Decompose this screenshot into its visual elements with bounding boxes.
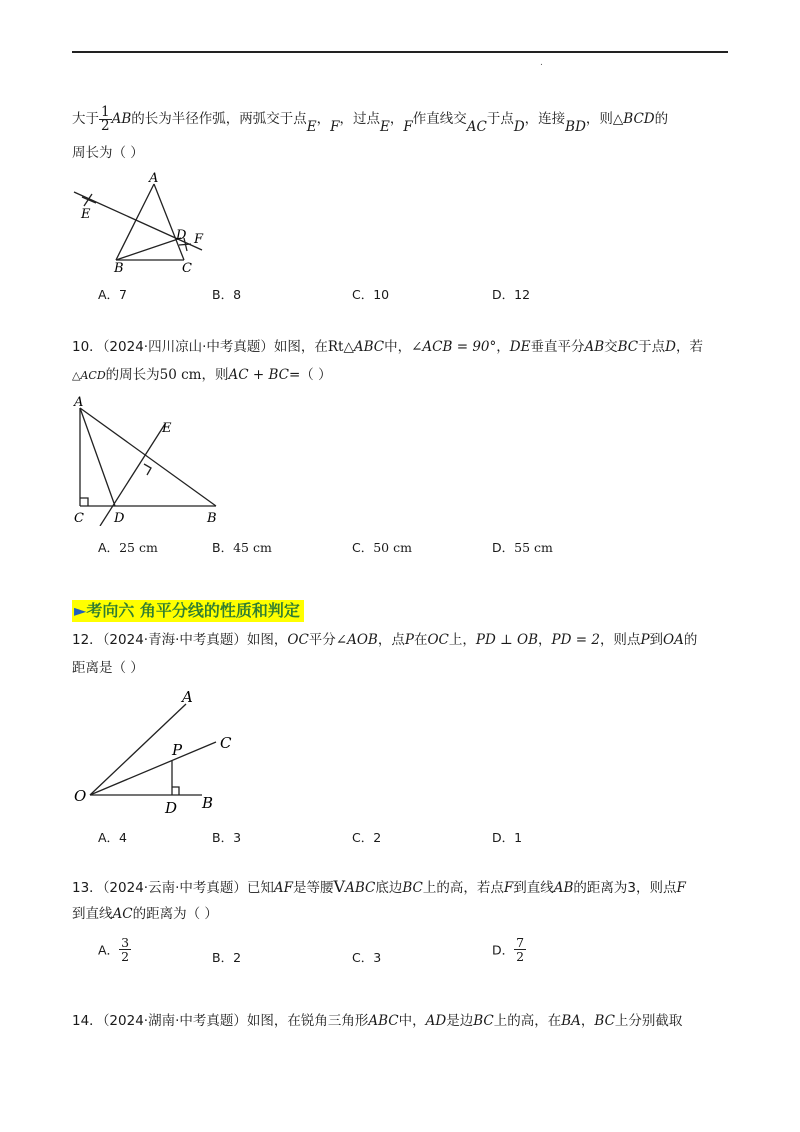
- q13-line2: 到直线AC的距离为（ ）: [72, 906, 218, 922]
- q10-label-D: D: [114, 511, 125, 526]
- q12-figure: [70, 682, 240, 816]
- q12-label-B: B: [202, 794, 214, 812]
- header-rule: [72, 51, 728, 53]
- q9-line2: 周长为（ ）: [72, 145, 144, 161]
- q9-label-C: C: [182, 261, 192, 276]
- half-fraction: $\frac{1}{2}$: [101, 103, 110, 134]
- q9-label-D: D: [176, 228, 187, 243]
- q12-option-c[interactable]: C．2: [352, 830, 382, 845]
- q10-seg-AD: [80, 408, 115, 506]
- q12-label-C: C: [220, 734, 232, 752]
- q9-line1: 大于 $\frac{1}{2}$ AB的长为半径作弧，两弧交于点E，F，过点E，F作直线交AC于点D，连接BD，则△BCD的: [72, 103, 669, 135]
- q14-line1: 14．（2024·湖南·中考真题）如图，在锐角三角形ABC中，AD是边BC上的高，在BA，BC上分别截取: [72, 1013, 683, 1029]
- q10-line-DE: [100, 424, 165, 526]
- q10-line2: △ACD的周长为50 cm，则AC + BC=（ ）: [72, 367, 332, 383]
- q10-line1: 10．（2024·四川凉山·中考真题）如图，在Rt△ABC中，∠ACB = 90°，DE垂直平分AB交BC于点D，若: [72, 339, 703, 355]
- q9-label-B: B: [114, 261, 124, 276]
- q12-line1: 12．（2024·青海·中考真题）如图，OC平分∠AOB，点P在OC上，PD ⊥ OB，PD = 2，则点P到OA的: [72, 632, 698, 648]
- q9-option-a[interactable]: A．7: [98, 287, 128, 302]
- q10-figure: [70, 392, 230, 526]
- section-heading: ►考向六 角平分线的性质和判定: [72, 600, 304, 622]
- q10-label-A: A: [74, 395, 84, 410]
- q10-right-angle-mid: [144, 464, 151, 475]
- q12-label-D: D: [165, 799, 178, 816]
- q10-label-E: E: [162, 421, 172, 436]
- q13-option-b[interactable]: B．2: [212, 950, 242, 965]
- q12-label-A: A: [182, 688, 193, 706]
- q12-label-P: P: [172, 741, 183, 759]
- q12-option-a[interactable]: A．4: [98, 830, 128, 845]
- q10-seg-AB: [80, 408, 216, 506]
- q13-option-a[interactable]: A． $\frac{3}{2}$: [98, 935, 130, 964]
- header-dot: .: [540, 58, 543, 68]
- q12-ray-OC: [90, 742, 216, 795]
- q10-label-C: C: [74, 511, 84, 526]
- q13-a-fraction: $\frac{3}{2}$: [121, 935, 130, 964]
- q10-right-angle-C: [80, 498, 88, 506]
- q9-option-b[interactable]: B．8: [212, 287, 242, 302]
- q13-option-d[interactable]: D． $\frac{7}{2}$: [492, 935, 525, 964]
- q9-label-E: E: [81, 207, 91, 222]
- q9-label-A: A: [149, 171, 159, 186]
- q10-option-c[interactable]: C．50 cm: [352, 540, 412, 555]
- q12-right-angle-D: [172, 787, 179, 795]
- q9-seg-AC: [154, 184, 184, 260]
- q9-figure: [70, 168, 220, 276]
- q12-line2: 距离是（ ）: [72, 660, 144, 676]
- section-marker-icon: ►: [74, 601, 87, 620]
- q9-label-F: F: [194, 232, 204, 247]
- q10-option-d[interactable]: D．55 cm: [492, 540, 553, 555]
- q13-line1: 13．（2024·云南·中考真题）已知AF是等腰VABC底边BC上的高，若点F到直线AB的距离为3，则点F: [72, 877, 686, 896]
- q13-option-c[interactable]: C．3: [352, 950, 382, 965]
- q9-option-c[interactable]: C．10: [352, 287, 390, 302]
- q13-d-fraction: $\frac{7}{2}$: [516, 935, 525, 964]
- q9-arc-E: [82, 194, 96, 206]
- q10-option-b[interactable]: B．45 cm: [212, 540, 272, 555]
- q12-option-b[interactable]: B．3: [212, 830, 242, 845]
- q10-option-a[interactable]: A．25 cm: [98, 540, 158, 555]
- q9-option-d[interactable]: D．12: [492, 287, 531, 302]
- q10-label-B: B: [207, 511, 217, 526]
- q12-label-O: O: [74, 787, 87, 805]
- q12-option-d[interactable]: D．1: [492, 830, 523, 845]
